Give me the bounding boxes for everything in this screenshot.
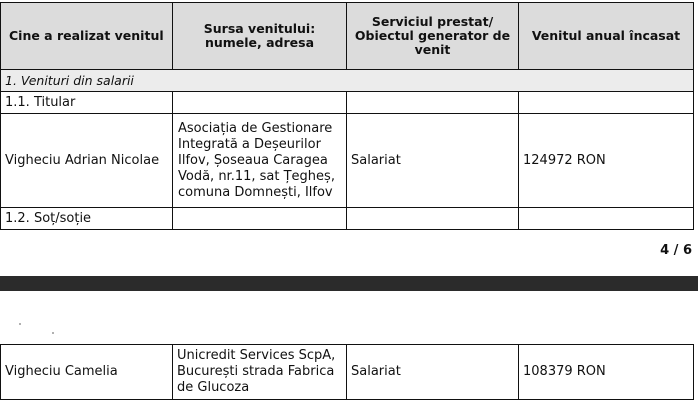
cell-income: 108379 RON xyxy=(519,345,694,400)
header-source: Sursa venitului: numele, adresa xyxy=(173,3,347,70)
scan-speck xyxy=(19,323,21,325)
empty-cell xyxy=(519,92,694,114)
scan-speck xyxy=(52,332,54,334)
header-income: Venitul anual încasat xyxy=(519,3,694,70)
subsection-row-titular xyxy=(1,92,694,114)
table-row xyxy=(1,114,694,208)
cell-source: Unicredit Services ScpA, București strada Fabrica de Glucoza xyxy=(173,345,347,400)
page-break-divider xyxy=(0,276,698,291)
subsection-row-spouse xyxy=(1,208,694,230)
subsection-spouse: 1.2. Soț/soție xyxy=(1,208,173,230)
table-row xyxy=(1,345,694,400)
income-table-continued xyxy=(0,344,694,400)
cell-name: Vigheciu Camelia xyxy=(1,345,173,400)
cell-name: Vigheciu Adrian Nicolae xyxy=(1,114,173,208)
cell-service: Salariat xyxy=(347,345,519,400)
cell-source: Asociația de Gestionare Integrată a Deșeurilor Ilfov, Șoseaua Caragea Vodă, nr.11, sat Țegheș, comuna Domnești, Ilfov xyxy=(173,114,347,208)
page-number: 4 / 6 xyxy=(660,243,692,258)
empty-cell xyxy=(173,208,347,230)
income-table xyxy=(0,2,694,230)
section-title: 1. Venituri din salarii xyxy=(1,70,694,92)
section-row xyxy=(1,70,694,92)
cell-service: Salariat xyxy=(347,114,519,208)
empty-cell xyxy=(173,92,347,114)
cell-income: 124972 RON xyxy=(519,114,694,208)
empty-cell xyxy=(347,208,519,230)
header-who: Cine a realizat venitul xyxy=(1,3,173,70)
table-header-row xyxy=(1,3,694,70)
empty-cell xyxy=(519,208,694,230)
subsection-titular: 1.1. Titular xyxy=(1,92,173,114)
header-service: Serviciul prestat/ Obiectul generator de venit xyxy=(347,3,519,70)
empty-cell xyxy=(347,92,519,114)
